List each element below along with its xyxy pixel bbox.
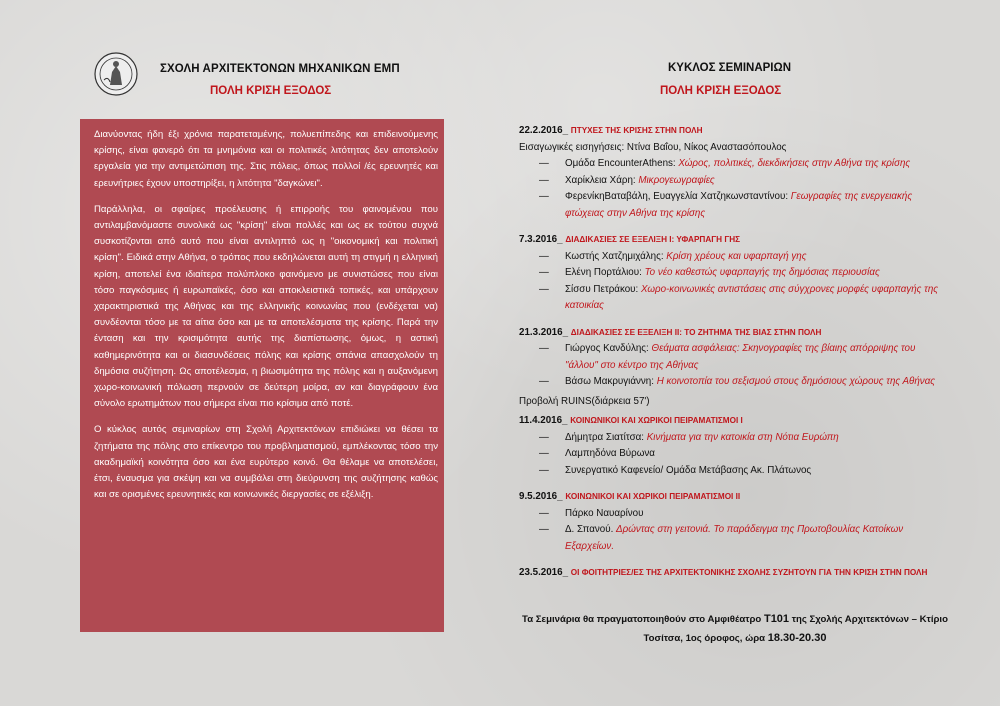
series-heading: ΚΥΚΛΟΣ ΣΕΜΙΝΑΡΙΩΝ (668, 62, 792, 74)
screening-note: Προβολή RUINS(διάρκεια 57') (519, 395, 650, 407)
intro-paragraph: Ο κύκλος αυτός σεμιναρίων στη Σχολή Αρχιτεκτόνων επιδιώκει να θέσει τα ζητήματα της πόλης στο επίκεντρο του προβληματισμού, εμπλέκοντας τόσο την ακαδημαϊκή κοινότητα όσο και ένα ευρύτερο κοινό. Θα θέλαμε να αποτελέσει, έτσι, έναυσμα για σκέψη και να συμβάλει στη διεύρυνση της συζήτησης καθώς και σε ορισμένες ερευνητικές και κοινωνικές διεργασίες σε εξέλιξη. (94, 424, 438, 501)
talk-item: — Δ. Σπανού. Δρώντας στη γειτονιά. Το παράδειγμα της Πρωτοβουλίας Κατοίκων Εξαρχείων. (539, 524, 904, 552)
talk-item: — Πάρκο Ναυαρίνου (539, 507, 644, 519)
talk-item: — Ομάδα EncounterAthens: Χώρος, πολιτικές, διεκδικήσεις στην Αθήνα της κρίσης (539, 158, 911, 169)
intro-paragraph: Παράλληλα, οι σφαίρες προέλευσης ή επιρροής του φαινομένου που αντιλαμβανόμαστε συνολικά ως "κρίση" είναι πολλές και ως εκ τούτου συχνά συσκοτίζονται από αυτό που είναι αντιληπτό ως η "οικονομική και πολιτική κρίση". Ειδικά στην Αθήνα, ο τρόπος που εκδηλώνεται αυτή τη στιγμή η ελληνική κρίση, αποτελεί ένα ιδιαίτερα πολύπλοκο φαινόμενο με συνιστώσες που είναι τόσο παγκόσμιες ή ευρωπαϊκές, όσο και αποκλειστικά τοπικές, και υπάρχουν χαρακτηριστικά της Αθήνας και της ελληνικής κοινωνίας που (ενδέχεται να) συνδέονται τόσο με τα αίτια όσο και με τα αποτελέσματα της κρίσης. Παρά την ένταση και την κρισιμότητα αυτής της διαπίστωσης, όμως, η αστική καθημερινότητα και οι διασυνδέσεις πόλης και κρίσης σπάνια απασχολούν τη δημόσια συζήτηση. Ως αποτέλεσμα, η βιωσιμότητα της πόλης και η αυξανόμενη χωρο-κοινωνική πόλωση περνούν σε δεύτερη μοίρα, αν και διαγράφουν ένα σύνολο ερωτημάτων που σήμερα είναι πιο κρίσιμα από ποτέ. (94, 203, 438, 410)
talk-item: — Κωστής Χατζημιχάλης: Κρίση χρέους και υφαρπαγή γης (539, 250, 807, 262)
session-header: 22.2.2016_ ΠΤΥΧΕΣ ΤΗΣ ΚΡΙΣΗΣ ΣΤΗΝ ΠΟΛΗ (519, 125, 703, 136)
talk-item: — Χαρίκλεια Χάρη: Μικρογεωγραφίες (539, 174, 715, 186)
series-title: ΠΟΛΗ ΚΡΙΣΗ ΕΞΟΔΟΣ (660, 85, 782, 97)
intro-panel (80, 119, 444, 632)
ntua-seal-logo (94, 52, 138, 96)
venue-note: Τα Σεμινάρια θα πραγματοποιηθούν στο Αμφιθέατρο Τ101 της Σχολής Αρχιτεκτόνων – Κτίριο Τοσίτσα, 1ος όροφος, ώρα 18.30-20.30 (522, 613, 948, 644)
left-title: ΠΟΛΗ ΚΡΙΣΗ ΕΞΟΔΟΣ (210, 85, 332, 97)
session-header: 23.5.2016_ ΟΙ ΦΟΙΤΗΤΡΙΕΣ/ΕΣ ΤΗΣ ΑΡΧΙΤΕΚΤΟΝΙΚΗΣ ΣΧΟΛΗΣ ΣΥΖΗΤΟΥΝ ΓΙΑ ΤΗΝ ΚΡΙΣΗ ΣΤΗΝ ΠΟΛΗ (519, 567, 928, 578)
talk-item: — Συνεργατικό Καφενείο/ Ομάδα Μετάβασης Ακ. Πλάτωνος (539, 464, 812, 476)
talk-item: — ΦερενίκηΒαταβάλη, Ευαγγελία Χατζηκωνσταντίνου: Γεωγραφίες της ενεργειακής φτώχειας στην Αθήνα της κρίσης (539, 191, 913, 219)
school-name: ΣΧΟΛΗ ΑΡΧΙΤΕΚΤΟΝΩΝ ΜΗΧΑΝΙΚΩΝ ΕΜΠ (160, 63, 400, 75)
talk-item: — Ελένη Πορτάλιου: Το νέο καθεστώς υφαρπαγής της δημόσιας περιουσίας (539, 267, 880, 278)
session-header: 11.4.2016_ ΚΟΙΝΩΝΙΚΟΙ ΚΑΙ ΧΩΡΙΚΟΙ ΠΕΙΡΑΜΑΤΙΣΜΟΙ Ι (519, 415, 743, 426)
talk-item: — Γιώργος Κανδύλης: Θεάματα ασφάλειας: Σκηνογραφίες της βίαιης απόρριψης του "άλλου" στο κέντρο της Αθήνας (539, 343, 916, 371)
seminar-programme (519, 120, 949, 582)
talk-item: — Λαμπηδόνα Βύρωνα (539, 448, 655, 459)
intro-paragraph: Διανύοντας ήδη έξι χρόνια παρατεταμένης, πολυεπίπεδης και επιδεινούμενης κρίσης, είναι φανερό ότι τα μνημόνια και οι πολιτικές λιτότητας δεν αποτελούν εργαλεία για την αντιμετώπιση της. Στις πόλεις, όπως πολλοί /ές ερευνητές και ερευνήτριες έχουν υποστηρίξει, η λιτότητα "δαγκώνει". (94, 129, 438, 189)
talk-item: — Δήμητρα Σιατίτσα: Κινήματα για την κατοικία στη Νότια Ευρώπη (539, 431, 839, 443)
session-header: 21.3.2016_ ΔΙΑΔΙΚΑΣΙΕΣ ΣΕ ΕΞΕΛΙΞΗ ΙΙ: ΤΟ ΖΗΤΗΜΑ ΤΗΣ ΒΙΑΣ ΣΤΗΝ ΠΟΛΗ (519, 326, 822, 338)
talk-item: — Βάσω Μακρυγιάννη: Η κοινοτοπία του σεξισμού στους δημόσιους χώρους της Αθήνας (539, 376, 936, 387)
session-header: 9.5.2016_ ΚΟΙΝΩΝΙΚΟΙ ΚΑΙ ΧΩΡΙΚΟΙ ΠΕΙΡΑΜΑΤΙΣΜΟΙ ΙΙ (519, 491, 741, 502)
talk-item: — Σίσσυ Πετράκου: Χωρο-κοινωνικές αντιστάσεις στις σύγχρονες μορφές υφαρπαγής της κατοικίας (539, 283, 939, 311)
session-header: 7.3.2016_ ΔΙΑΔΙΚΑΣΙΕΣ ΣΕ ΕΞΕΛΙΞΗ Ι: ΥΦΑΡΠΑΓΗ ΓΗΣ (519, 234, 741, 245)
session-intro: Εισαγωγικές εισηγήσεις: Ντίνα Βαΐου, Νίκος Αναστασόπουλος (519, 141, 787, 153)
